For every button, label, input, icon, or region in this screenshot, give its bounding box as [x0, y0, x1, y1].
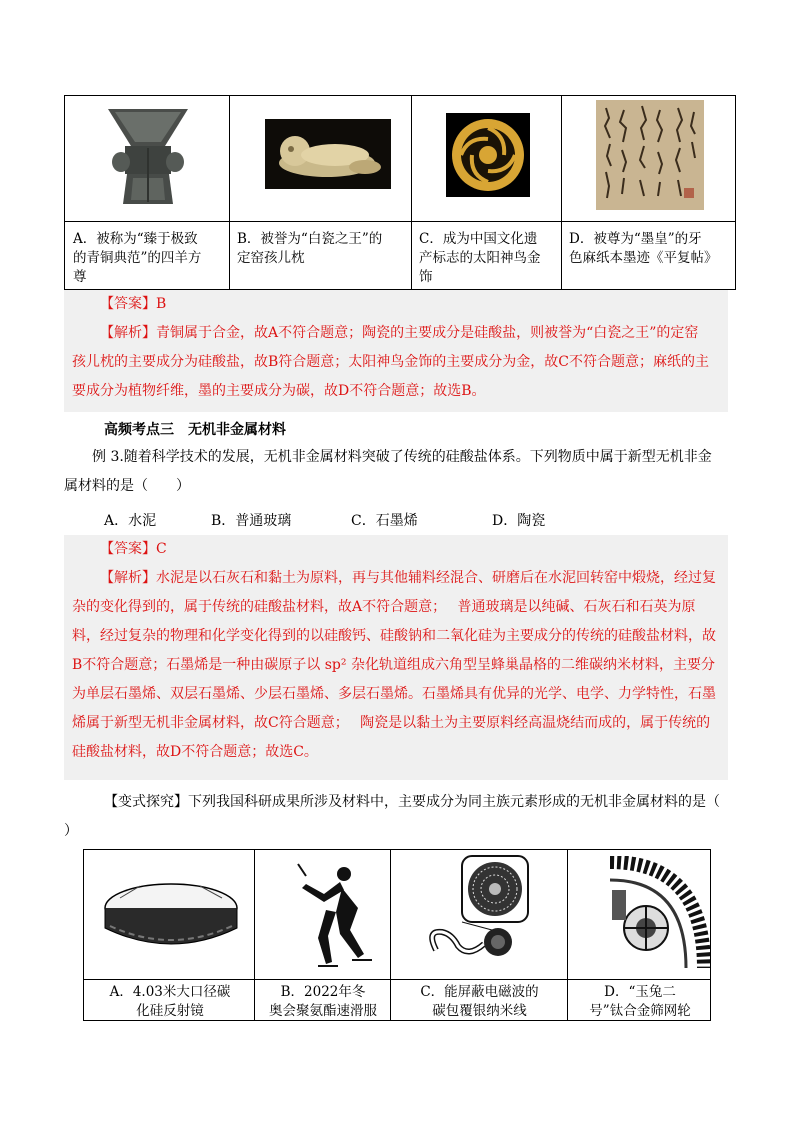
- option-b-caption: [256, 983, 390, 1021]
- caption-line: 的青铜典范”的四羊方: [73, 250, 202, 266]
- caption-line: D．被尊为“墨皇”的牙: [569, 231, 702, 247]
- caption-line: 色麻纸本墨迹《平复帖》: [569, 250, 718, 266]
- stem-line: ）: [64, 823, 78, 839]
- option-d: D．陶瓷: [492, 513, 546, 529]
- bronze-zun-image: [103, 104, 193, 209]
- option-a-caption: [88, 983, 252, 1021]
- answer-box-2: [64, 535, 728, 780]
- table-divider: [229, 96, 230, 289]
- caption-line: 碳包覆银纳米线: [432, 1003, 527, 1019]
- option-b: B．普通玻璃: [211, 513, 292, 529]
- stem-line: 属材料的是（ ）: [64, 478, 190, 494]
- caption-line: 化硅反射镜: [136, 1003, 204, 1019]
- sun-bird-gold-image: [446, 113, 530, 197]
- answer-label: 【答案】C: [100, 541, 167, 557]
- caption-line: A．被称为“臻于极致: [73, 231, 198, 247]
- table-divider: [411, 96, 412, 289]
- table-divider: [254, 850, 255, 1020]
- caption-line: 尊: [73, 269, 87, 285]
- analysis-line: 要成分为植物纤维，墨的主要成分为碳，故D不符合题意；故选B。: [72, 383, 486, 399]
- caption-line: 定窑孩儿枕: [237, 250, 305, 266]
- analysis-line: 烯属于新型无机非金属材料，故C符合题意； 陶瓷是以黏土为主要原料经高温烧结而成的，属于传统的: [72, 715, 711, 731]
- analysis-line: 【解析】青铜属于合金，故A不符合题意；陶瓷的主要成分是硅酸盐，则被誉为“白瓷之王”的定窑: [100, 325, 699, 341]
- nanowire-image: [422, 854, 532, 974]
- analysis-line: 为单层石墨烯、双层石墨烯、少层石墨烯、多层石墨烯。石墨烯具有优异的光学、电学、力学特性，石墨: [72, 686, 716, 702]
- example-3-stem: [64, 443, 736, 501]
- caption-line: C．能屏蔽电磁波的: [420, 984, 539, 1000]
- options-table-1: [64, 95, 736, 290]
- caption-line: 饰: [419, 269, 433, 285]
- answer-box-1: [64, 290, 728, 412]
- option-d-caption: [569, 230, 735, 268]
- stem-line: 【变式探究】下列我国科研成果所涉及材料中，主要成分为同主族元素形成的无机非金属材料的是（: [104, 794, 720, 810]
- caption-line: A．4.03米大口径碳: [109, 984, 231, 1000]
- stem-line: 例 3.随着科学技术的发展，无机非金属材料突破了传统的硅酸盐体系。下列物质中属于新型无机非金: [92, 449, 712, 465]
- option-d-caption: [569, 983, 711, 1021]
- table-divider: [84, 979, 710, 980]
- section-heading: 高频考点三 无机非金属材料: [104, 422, 286, 438]
- caption-line: B．被誉为“白瓷之王”的: [237, 231, 383, 247]
- table-divider: [567, 850, 568, 1020]
- analysis-line: 料，经过复杂的物理和化学变化得到的以硅酸钙、硅酸钠和二氧化硅为主要成分的传统的硅酸盐材料，故: [72, 628, 716, 644]
- skater-image: [292, 854, 382, 974]
- analysis-line: 杂的变化得到的，属于传统的硅酸盐材料，故A不符合题意； 普通玻璃是以纯碱、石灰石和石英为原: [72, 599, 696, 615]
- analysis-line: B不符合题意；石墨烯是一种由碳原子以 sp² 杂化轨道组成六角型呈蜂巢晶格的二维碳纳米材料，主要分: [72, 657, 715, 673]
- options-table-2: [83, 849, 711, 1021]
- calligraphy-image: [596, 100, 704, 210]
- option-b-caption: [237, 230, 409, 268]
- mirror-image: [100, 868, 242, 958]
- rover-wheel-image: [606, 856, 710, 974]
- option-a: A．水泥: [104, 513, 157, 529]
- caption-line: 奥会聚氨酯速滑服: [269, 1003, 377, 1019]
- caption-line: 号”钛合金筛网轮: [589, 1003, 691, 1019]
- table-divider: [561, 96, 562, 289]
- caption-line: C．成为中国文化遗: [419, 231, 538, 247]
- option-c-caption: [392, 983, 567, 1021]
- option-c-caption: [419, 230, 559, 287]
- variant-stem: [64, 788, 736, 846]
- analysis-line: 硅酸盐材料，故D不符合题意；故选C。: [72, 744, 318, 760]
- table-divider: [65, 221, 735, 222]
- analysis-line: 【解析】水泥是以石灰石和黏土为原料，再与其他辅料经混合、研磨后在水泥回转窑中煅烧，经过复: [100, 570, 716, 586]
- analysis-line: 孩儿枕的主要成分为硅酸盐，故B符合题意；太阳神鸟金饰的主要成分为金，故C不符合题意；麻纸的主: [72, 354, 709, 370]
- caption-line: D．“玉兔二: [604, 984, 676, 1000]
- caption-line: B．2022年冬: [280, 984, 366, 1000]
- answer-label: 【答案】B: [100, 296, 167, 312]
- option-a-caption: [73, 230, 223, 287]
- option-c: C．石墨烯: [351, 513, 418, 529]
- porcelain-pillow-image: [265, 119, 391, 189]
- table-divider: [390, 850, 391, 1020]
- caption-line: 产标志的太阳神鸟金: [419, 250, 541, 266]
